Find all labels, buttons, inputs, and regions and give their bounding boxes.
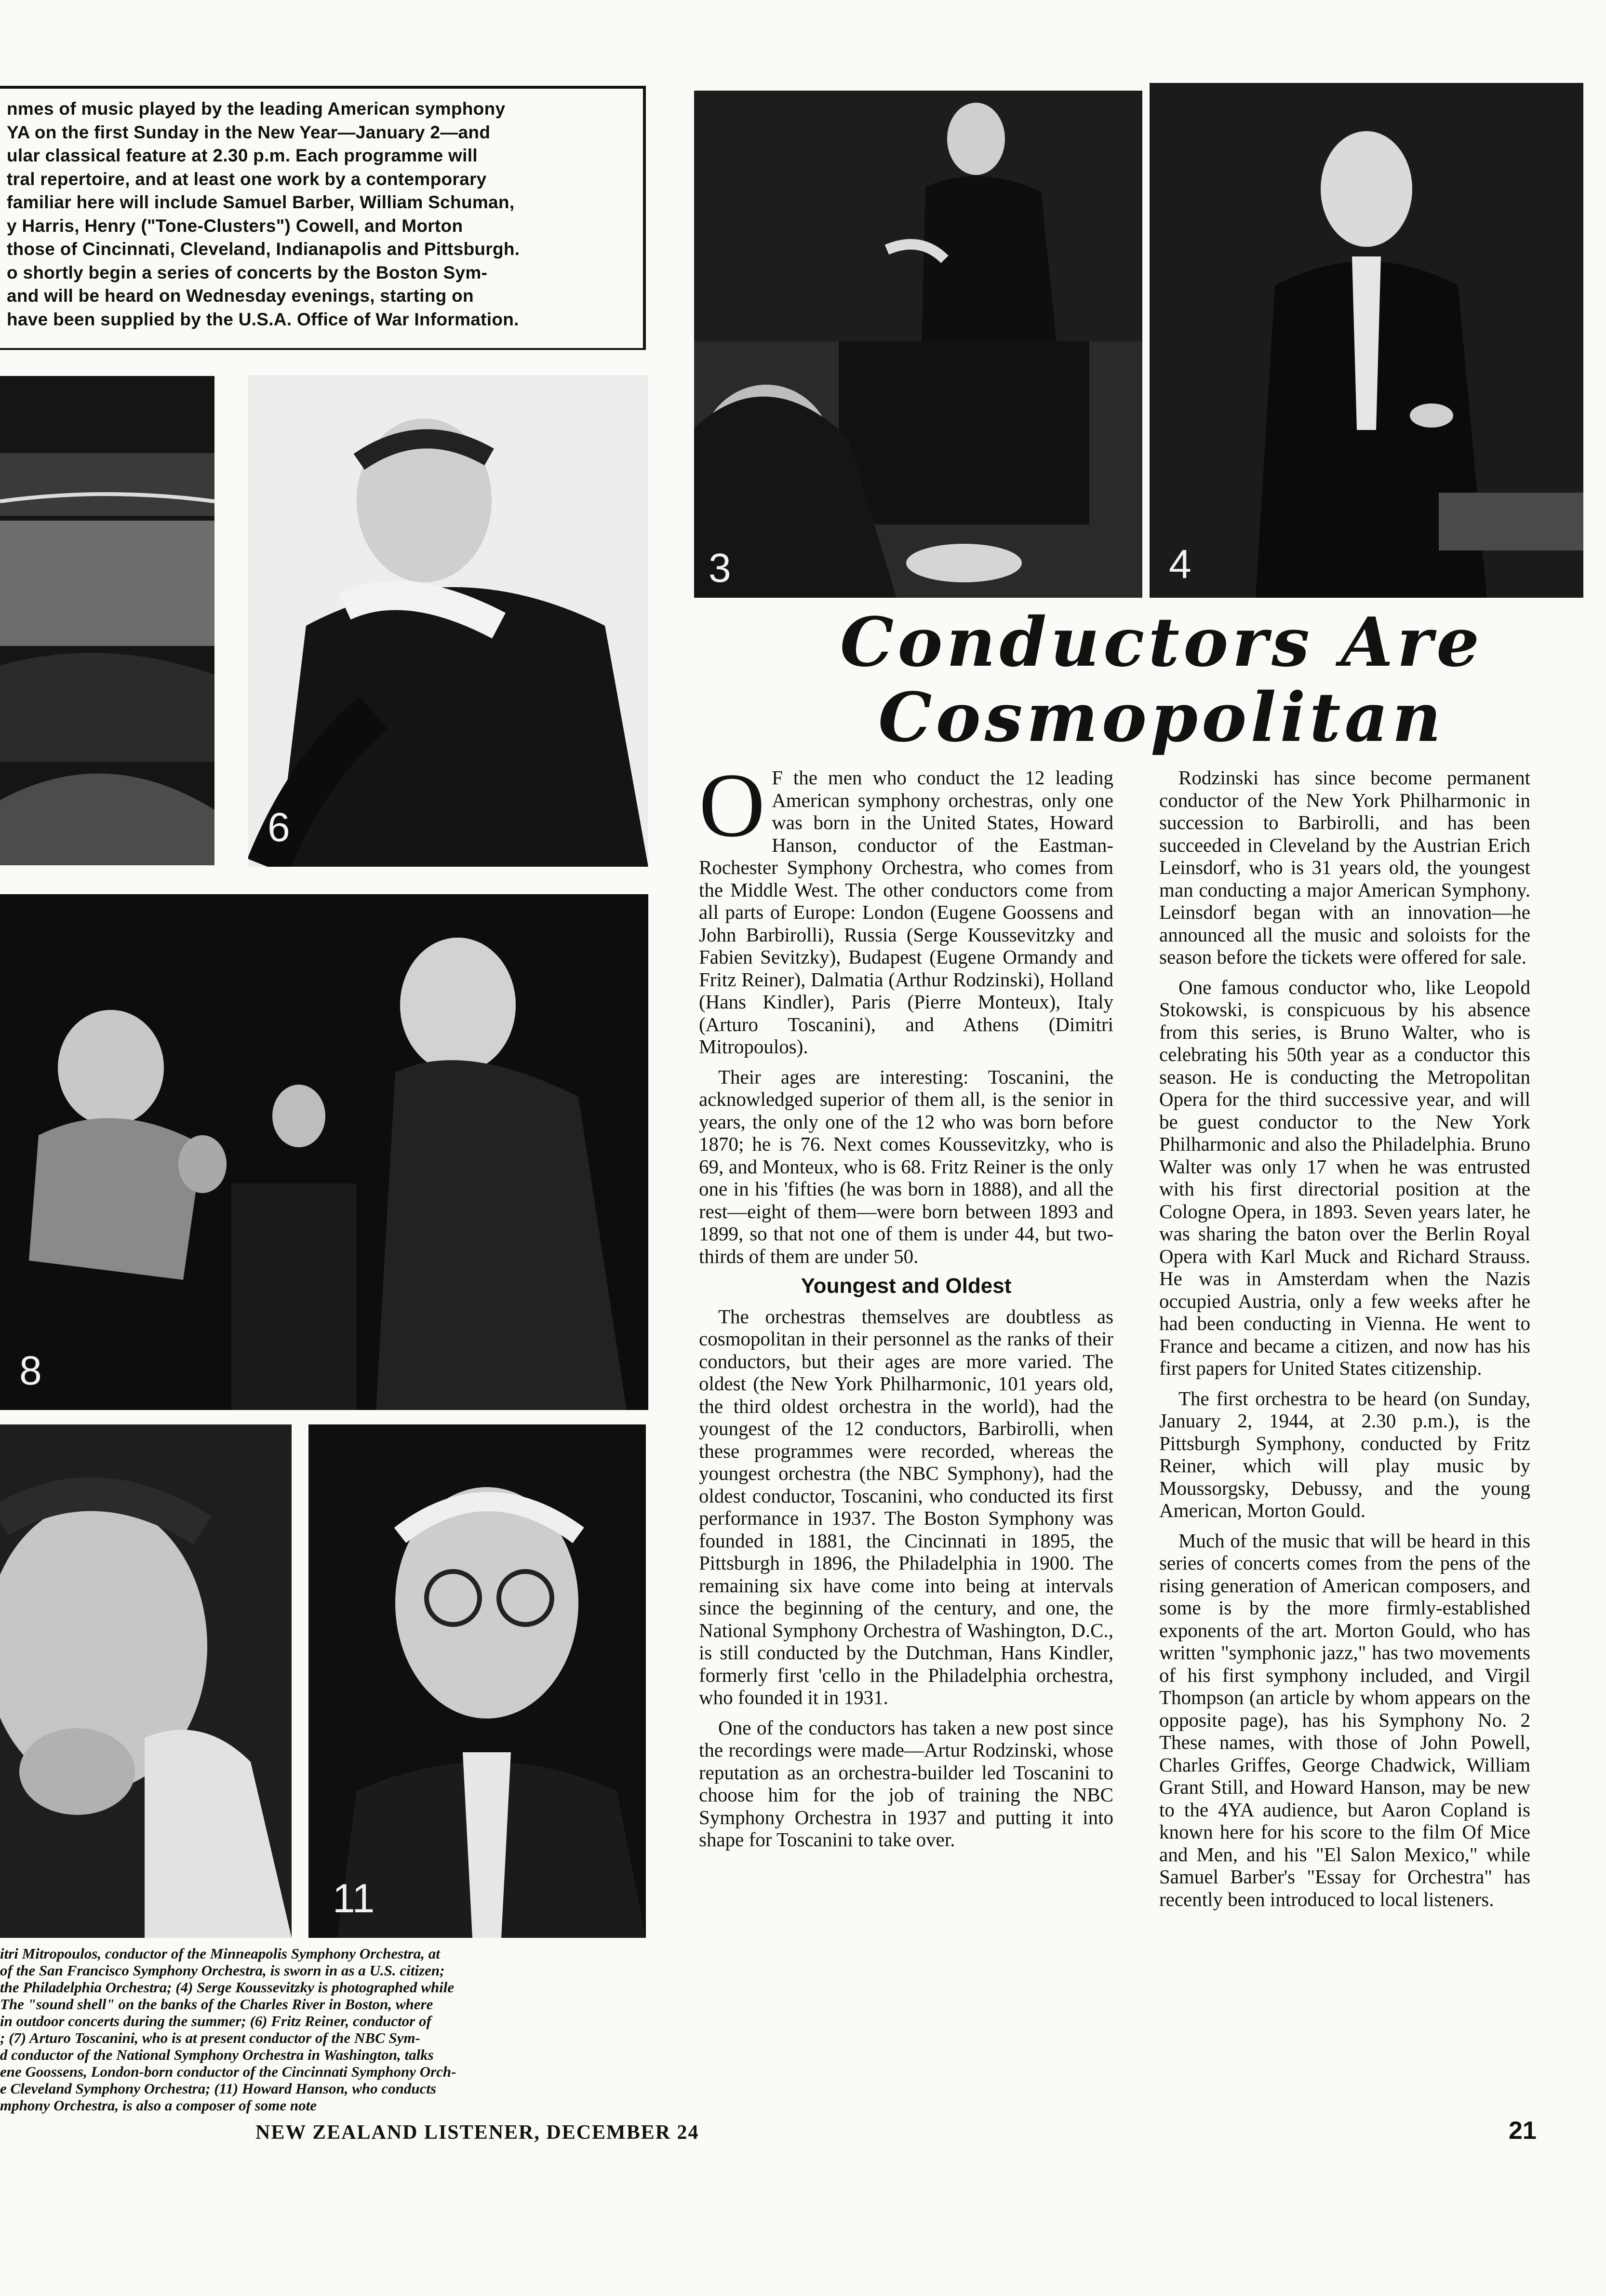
intro-box: [0, 86, 646, 350]
intro-text: nmes of music played by the leading American symphony YA on the first Sunday in the New Year—January 2—and ular classical feature at 2.30 p.m. Each programme will tral repertoire, and at least one work by a contemporary familiar here will include Samuel Barber, William Schuman, y Harris, Henry ("Tone-Clusters") Cowell, and Morton those of Cincinnati, Cleveland, Indianapolis and Pittsburgh. o shortly begin a series of concerts by the Boston Sym- and will be heard on Wednesday evenings, starting on have been supplied by the U.S.A. Office of War Information.: [7, 99, 520, 329]
article-paragraph: Rodzinski has since become permanent conductor of the New York Philharmonic in succession to Barbirolli, and has been succeeded in Cleveland by the Austrian Erich Leinsdorf, who is 31 years old, the youngest man conducting a major American Symphony. Leinsdorf began with an innovation—he announced all the music and soloists for the season before the tickets were offered for sale.: [1159, 766, 1530, 968]
photo-6-fritz-reiner: [248, 375, 648, 867]
dropcap: O: [699, 755, 765, 856]
photo-caption: itri Mitropoulos, conductor of the Minneapolis Symphony Orchestra, at of the San Francisco Symphony Orchestra, is sworn in as a U.S. citizen; the Philadelphia Orchestra; (4) Serge Koussevitzky is photographed while The "sound shell" on the banks of the Charles River in Boston, where in outdoor concerts during the summer; (6) Fritz Reiner, conductor of ; (7) Arturo Toscanini, who is at present conductor of the NBC Sym- d conductor of the National Symphony Orchestra in Washington, talks ene Goossens, London-born conductor of the Cincinnati Symphony Orch- e Cleveland Symphony Orchestra; (11) Howard Hanson, who conducts mphony Orchestra, is also a composer of some note: [0, 1945, 456, 2114]
photo-5-sound-shell: [0, 376, 214, 865]
article-paragraph: One famous conductor who, like Leopold Stokowski, is conspicuous by his absence from this series, is Bruno Walter, who is celebrating his 50th year as a conductor this season. He is conducting the Metropolitan Opera for the third successive year, and will be guest conductor to the New York Philharmonic and also the Philadelphia. Bruno Walter was only 17 when he was entrusted with his first directorial position at the Cologne Opera, in 1893. Seven years later, he was sharing the baton over the Berlin Royal Opera with Karl Muck and Richard Strauss. He was in Amsterdam when the Nazis occupied Austria, only a few weeks after he had been conducting in Vienna. He went to France and became a citizen, and now has his first papers for United States citizenship.: [1159, 976, 1530, 1379]
photo-11-howard-hanson: [308, 1424, 646, 1938]
photo-3-conductor-piano: [694, 91, 1142, 598]
headline: Conductors Are Cosmopolitan: [840, 603, 1484, 757]
photo-number: 3: [709, 545, 731, 591]
paragraph-text: F the men who conduct the 12 leading American symphony orchestras, only one was born in the United States, Howard Hanson, conductor of the Eastman-Rochester Symphony Orchestra, who comes from the Middle West. The other conductors come from all parts of Europe: London (Eugene Goossens and John Barbirolli), Russia (Serge Koussevitzky and Fabien Sevitzky), Budapest (Eugene Ormandy and Fritz Reiner), Dalmatia (Arthur Rodzinski), Holland (Hans Kindler), Paris (Pierre Monteux), Italy (Arturo Toscanini), and Athens (Dimitri Mitropoulos).: [699, 766, 1113, 1058]
photo-4-image: [1150, 83, 1583, 598]
article-column-left: [699, 755, 1113, 1859]
article-paragraph: Much of the music that will be heard in this series of concerts comes from the pens of the rising generation of American composers, and some is by the more firmly-established exponents of the art. Morton Gould, who has written "symphonic jazz," has two movements of his first symphony included, and Virgil Thompson (an article by whom appears on the opposite page), has his Symphony No. 2 These names, with those of John Powell, Charles Griffes, George Chadwick, William Grant Still, and Howard Hanson, may be new to the 4YA audience, but Aaron Copland is known here for his score to the film Of Mice and Men, and his "El Salon Mexico," while Samuel Barber's "Essay for Orchestra" has recently been introduced to local listeners.: [1159, 1529, 1530, 1910]
photo-number: 6: [268, 805, 290, 850]
page-number: 21: [1509, 2117, 1537, 2145]
photo-number: 11: [333, 1876, 375, 1921]
photo-9-image: [0, 1424, 292, 1938]
article-column-right: [1159, 766, 1530, 1918]
footer-publication: NEW ZEALAND LISTENER, DECEMBER 24: [255, 2121, 699, 2144]
photo-3-image: [694, 91, 1142, 598]
photo-8-image: [0, 894, 648, 1410]
article-paragraph: One of the conductors has taken a new post since the recordings were made—Artur Rodzinski, whose reputation as an orchestra-builder led Toscanini to choose him for the job of training the NBC Symphony Orchestra in 1937 and putting it into shape for Toscanini to take over.: [699, 1716, 1113, 1851]
article-paragraph: The orchestras themselves are doubtless as cosmopolitan in their personnel as the ranks of their conductors, but their ages are more varied. The oldest (the New York Philharmonic, 101 years old, the third oldest orchestra in the world), had the youngest of the 12 conductors, Barbirolli, when these programmes were recorded, whereas the youngest orchestra (the NBC Symphony), had the oldest conductor, Toscanini, who conducted its first performance in 1937. The Boston Symphony was founded in 1881, the Cincinnati in 1895, the Pittsburgh in 1896, the Philadelphia in 1900. The remaining six have come into being at intervals since the beginning of the century, and one, the National Symphony Orchestra of Washington, D.C., is still conducted by the Dutchman, Hans Kindler, formerly first 'cello in the Philadelphia orchestra, who founded it in 1931.: [699, 1305, 1113, 1708]
photo-8-toscanini: [0, 894, 648, 1410]
subheading: Youngest and Oldest: [801, 1274, 1012, 1298]
photo-4-conductor: [1150, 83, 1583, 598]
photo-5-image: [0, 376, 214, 865]
photo-11-image: [308, 1424, 646, 1938]
photo-number: 4: [1169, 541, 1191, 587]
photo-number: 8: [19, 1348, 42, 1393]
article-paragraph: The first orchestra to be heard (on Sunday, January 2, 1944, at 2.30 p.m.), is the Pittsburgh Symphony, conducted by Fritz Reiner, which will play music by Moussorgsky, Debussy, and the young American, Morton Gould.: [1159, 1387, 1530, 1521]
article-paragraph: Their ages are interesting: Toscanini, the acknowledged superior of them all, is the senior in years, the only one of the 12 who was born before 1870; he is 76. Next comes Koussevitzky, who is 69, and Monteux, who is 68. Fritz Reiner is the only one in his 'fifties (he was born in 1888), and all the rest—eight of them—were born between 1893 and 1899, so that not one of them is under 44, but two-thirds of them are under 50.: [699, 1065, 1113, 1267]
article-paragraph: [699, 755, 1113, 1058]
photo-6-image: [248, 375, 648, 867]
photo-9-goossens: [0, 1424, 292, 1938]
